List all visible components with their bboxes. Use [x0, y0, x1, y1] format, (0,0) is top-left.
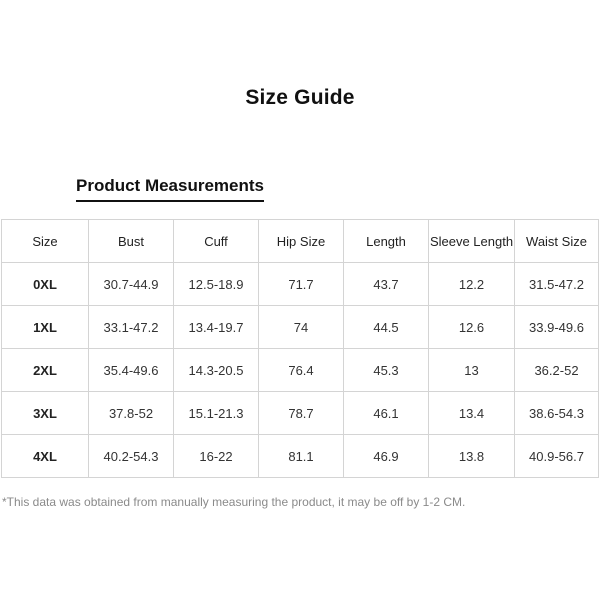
size-table-container — [1, 219, 598, 478]
cell-hip-size: 76.4 — [259, 349, 344, 392]
cell-sleeve-length: 12.2 — [429, 263, 515, 306]
cell-cuff: 14.3-20.5 — [174, 349, 259, 392]
cell-length: 45.3 — [344, 349, 429, 392]
cell-hip-size: 78.7 — [259, 392, 344, 435]
cell-length: 46.9 — [344, 435, 429, 478]
size-table — [1, 219, 599, 478]
measurement-footnote: *This data was obtained from manually measuring the product, it may be off by 1-2 CM. — [2, 495, 466, 509]
table-header-row — [2, 220, 599, 263]
cell-sleeve-length: 12.6 — [429, 306, 515, 349]
cell-sleeve-length: 13.8 — [429, 435, 515, 478]
cell-sleeve-length: 13 — [429, 349, 515, 392]
cell-cuff: 12.5-18.9 — [174, 263, 259, 306]
cell-bust: 33.1-47.2 — [89, 306, 174, 349]
table-row — [2, 349, 599, 392]
cell-hip-size: 81.1 — [259, 435, 344, 478]
section-title: Product Measurements — [76, 176, 264, 202]
cell-bust: 40.2-54.3 — [89, 435, 174, 478]
cell-size: 2XL — [2, 349, 89, 392]
table-row — [2, 263, 599, 306]
cell-length: 46.1 — [344, 392, 429, 435]
cell-waist-size: 38.6-54.3 — [515, 392, 599, 435]
table-row — [2, 306, 599, 349]
cell-bust: 37.8-52 — [89, 392, 174, 435]
cell-waist-size: 33.9-49.6 — [515, 306, 599, 349]
cell-size: 0XL — [2, 263, 89, 306]
page-title: Size Guide — [245, 86, 355, 109]
header-hip-size: Hip Size — [259, 220, 344, 263]
cell-sleeve-length: 13.4 — [429, 392, 515, 435]
cell-hip-size: 71.7 — [259, 263, 344, 306]
header-sleeve-length: Sleeve Length — [429, 220, 515, 263]
header-size: Size — [2, 220, 89, 263]
cell-size: 1XL — [2, 306, 89, 349]
cell-waist-size: 31.5-47.2 — [515, 263, 599, 306]
cell-hip-size: 74 — [259, 306, 344, 349]
cell-size: 3XL — [2, 392, 89, 435]
cell-cuff: 15.1-21.3 — [174, 392, 259, 435]
cell-length: 43.7 — [344, 263, 429, 306]
cell-size: 4XL — [2, 435, 89, 478]
cell-bust: 30.7-44.9 — [89, 263, 174, 306]
table-row — [2, 435, 599, 478]
header-bust: Bust — [89, 220, 174, 263]
cell-cuff: 16-22 — [174, 435, 259, 478]
cell-waist-size: 36.2-52 — [515, 349, 599, 392]
header-length: Length — [344, 220, 429, 263]
header-waist-size: Waist Size — [515, 220, 599, 263]
cell-length: 44.5 — [344, 306, 429, 349]
header-cuff: Cuff — [174, 220, 259, 263]
cell-bust: 35.4-49.6 — [89, 349, 174, 392]
cell-waist-size: 40.9-56.7 — [515, 435, 599, 478]
table-row — [2, 392, 599, 435]
cell-cuff: 13.4-19.7 — [174, 306, 259, 349]
